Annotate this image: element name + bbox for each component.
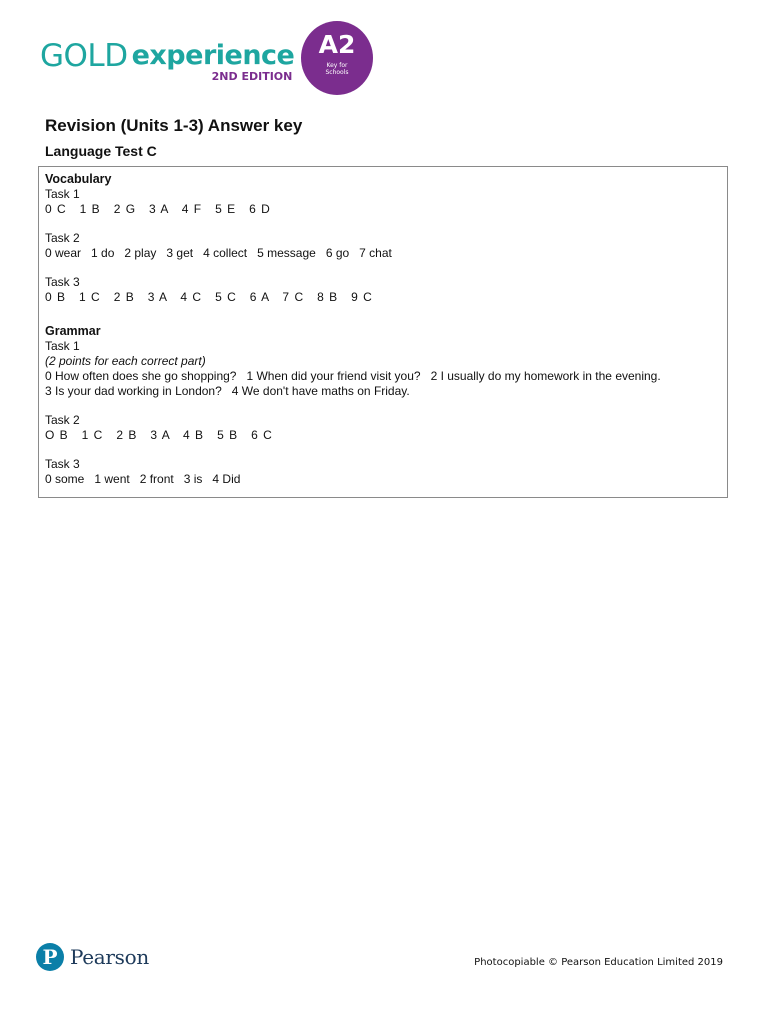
level-badge [301,21,373,95]
answer-key-box [38,166,728,498]
grammar-task3-answers: 0 some 1 went 2 front 3 is 4 Did [45,472,241,486]
vocab-task3-answers: 0 B 1 C 2 B 3 A 4 C 5 C 6 A 7 C 8 B 9 C [45,290,373,304]
grammar-task2-label: Task 2 [45,413,80,427]
vocab-task1-answers: 0 C 1 B 2 G 3 A 4 F 5 E 6 D [45,202,271,216]
pearson-p-icon [36,943,64,971]
grammar-task1-label: Task 1 [45,339,80,353]
vocab-task1-label: Task 1 [45,187,80,201]
logo-gold-text: GOLD [40,38,128,74]
logo-edition-text: 2ND EDITION [211,70,293,83]
vocab-task2-label: Task 2 [45,231,80,245]
badge-sub-line2: Schools [325,69,349,76]
vocab-task2-answers: 0 wear 1 do 2 play 3 get 4 collect 5 message 6 go 7 chat [45,246,392,260]
grammar-task3-label: Task 3 [45,457,80,471]
grammar-heading: Grammar [45,324,101,338]
page-title: Revision (Units 1-3) Answer key [45,116,303,135]
grammar-task2-answers: O B 1 C 2 B 3 A 4 B 5 B 6 C [45,428,273,442]
logo-experience-text: experience [131,40,295,71]
pearson-wordmark: Pearson [70,945,149,969]
grammar-task1-note: (2 points for each correct part) [45,354,206,368]
badge-sub-line1: Key for [326,62,348,69]
page-subtitle: Language Test C [45,143,157,159]
badge-level-text: A2 [318,30,356,59]
pearson-p-letter: P [42,945,58,969]
vocab-task3-label: Task 3 [45,275,80,289]
grammar-task1-answers-line1: 0 How often does she go shopping? 1 When did your friend visit you? 2 I usually do my homework in the evening. [45,369,661,383]
pearson-logo [36,943,149,971]
gold-experience-logo [40,38,295,83]
copyright-notice: Photocopiable © Pearson Education Limited 2019 [474,957,723,968]
logo-experience-group [132,38,295,83]
grammar-task1-answers-line2: 3 Is your dad working in London? 4 We don't have maths on Friday. [45,384,410,398]
vocabulary-heading: Vocabulary [45,172,112,186]
